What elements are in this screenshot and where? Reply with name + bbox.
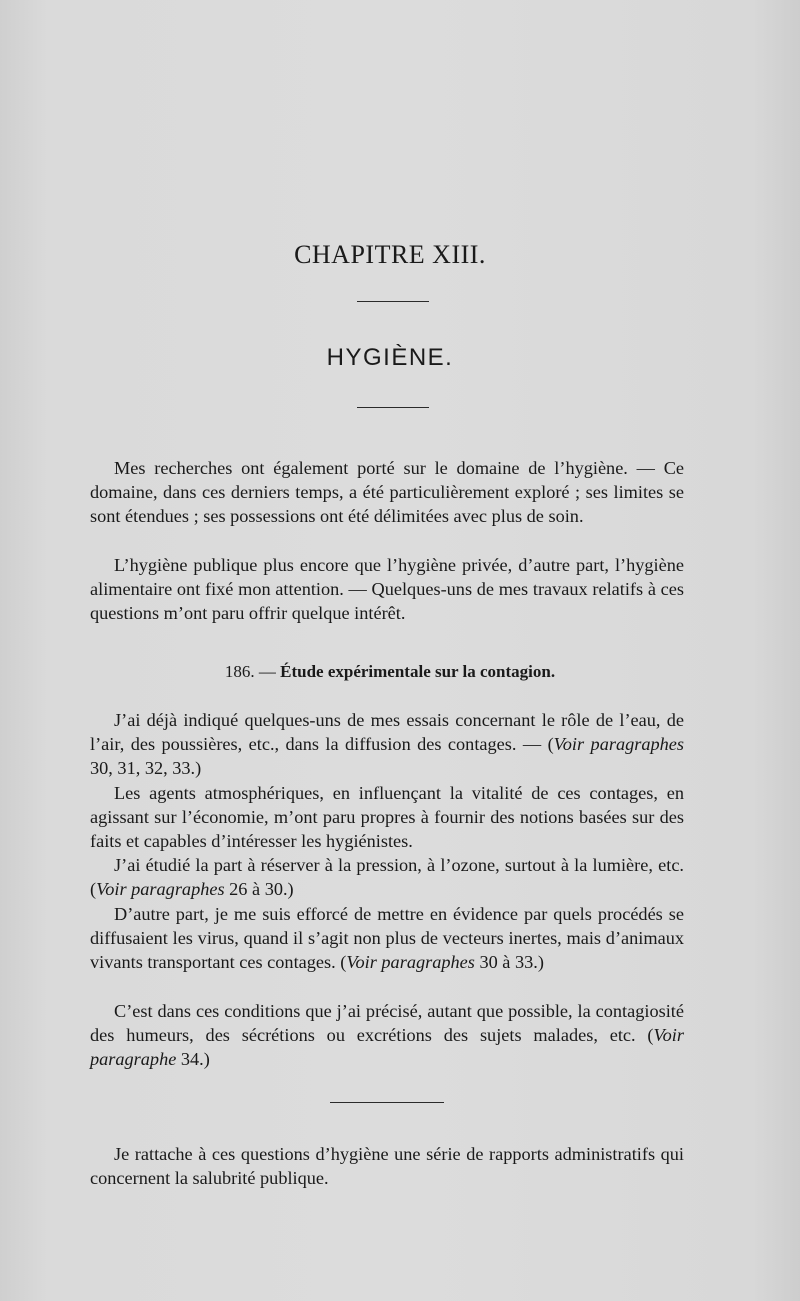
reference-label: Voir paragraphes xyxy=(553,734,684,755)
reference-label: Voir paragraphes xyxy=(96,879,225,900)
section-paragraph: J’ai étudié la part à réserver à la pression, à l’ozone, surtout à la lumière, etc. (Voir paragraphes 26 à 30.) xyxy=(90,855,684,900)
reference-label: Voir paragraphes xyxy=(346,952,475,973)
section-paragraph: J’ai déjà indiqué quelques-uns de mes essais concernant le rôle de l’eau, de l’air, des poussières, etc., dans la diffusion des contages. — (Voir paragraphes 30, 31, 32, 33.) xyxy=(90,710,684,779)
section-paragraph: Les agents atmosphériques, en influençant la vitalité de ces contages, en agissant sur l’économie, m’ont paru propres à fournir des notions basées sur des faits et capables d’intéresser les hygiénistes. xyxy=(90,783,684,852)
reference-label: Voir paragraphe xyxy=(90,1025,684,1070)
section-title: Étude expérimentale sur la contagion. xyxy=(280,662,556,681)
section-paragraph: C’est dans ces conditions que j’ai précisé, autant que possible, la contagiosité des humeurs, des sécrétions ou excrétions des sujets malades, etc. (Voir paragraphe 34.) xyxy=(90,1001,684,1070)
divider-rule xyxy=(357,301,429,302)
divider-rule xyxy=(330,1102,444,1103)
intro-paragraph: Mes recherches ont également porté sur le domaine de l’hygiène. — Ce domaine, dans ces derniers temps, a été particulièrement exploré ; ses limites se sont étendues ; ses possessions ont été délimitées avec plus de soin. xyxy=(90,458,684,527)
section-heading xyxy=(0,662,780,682)
section-paragraph: D’autre part, je me suis efforcé de mettre en évidence par quels procédés se diffusaient les virus, quand il s’agit non plus de vecteurs inertes, mais d’animaux vivants transportant ces contages. (Voir paragraphes 30 à 33.) xyxy=(90,904,684,973)
closing-paragraph: Je rattache à ces questions d’hygiène une série de rapports administratifs qui concernent la salubrité publique. xyxy=(90,1144,684,1189)
section-number: 186. — xyxy=(224,662,276,681)
chapter-title: CHAPITRE XIII. xyxy=(294,240,486,269)
intro-paragraph: L’hygiène publique plus encore que l’hygiène privée, d’autre part, l’hygiène alimentaire ont fixé mon attention. — Quelques-uns de mes travaux relatifs à ces questions m’ont paru offrir quelque intérêt. xyxy=(90,555,684,624)
chapter-subtitle: HYGIÈNE. xyxy=(326,344,454,371)
divider-rule xyxy=(357,407,429,408)
